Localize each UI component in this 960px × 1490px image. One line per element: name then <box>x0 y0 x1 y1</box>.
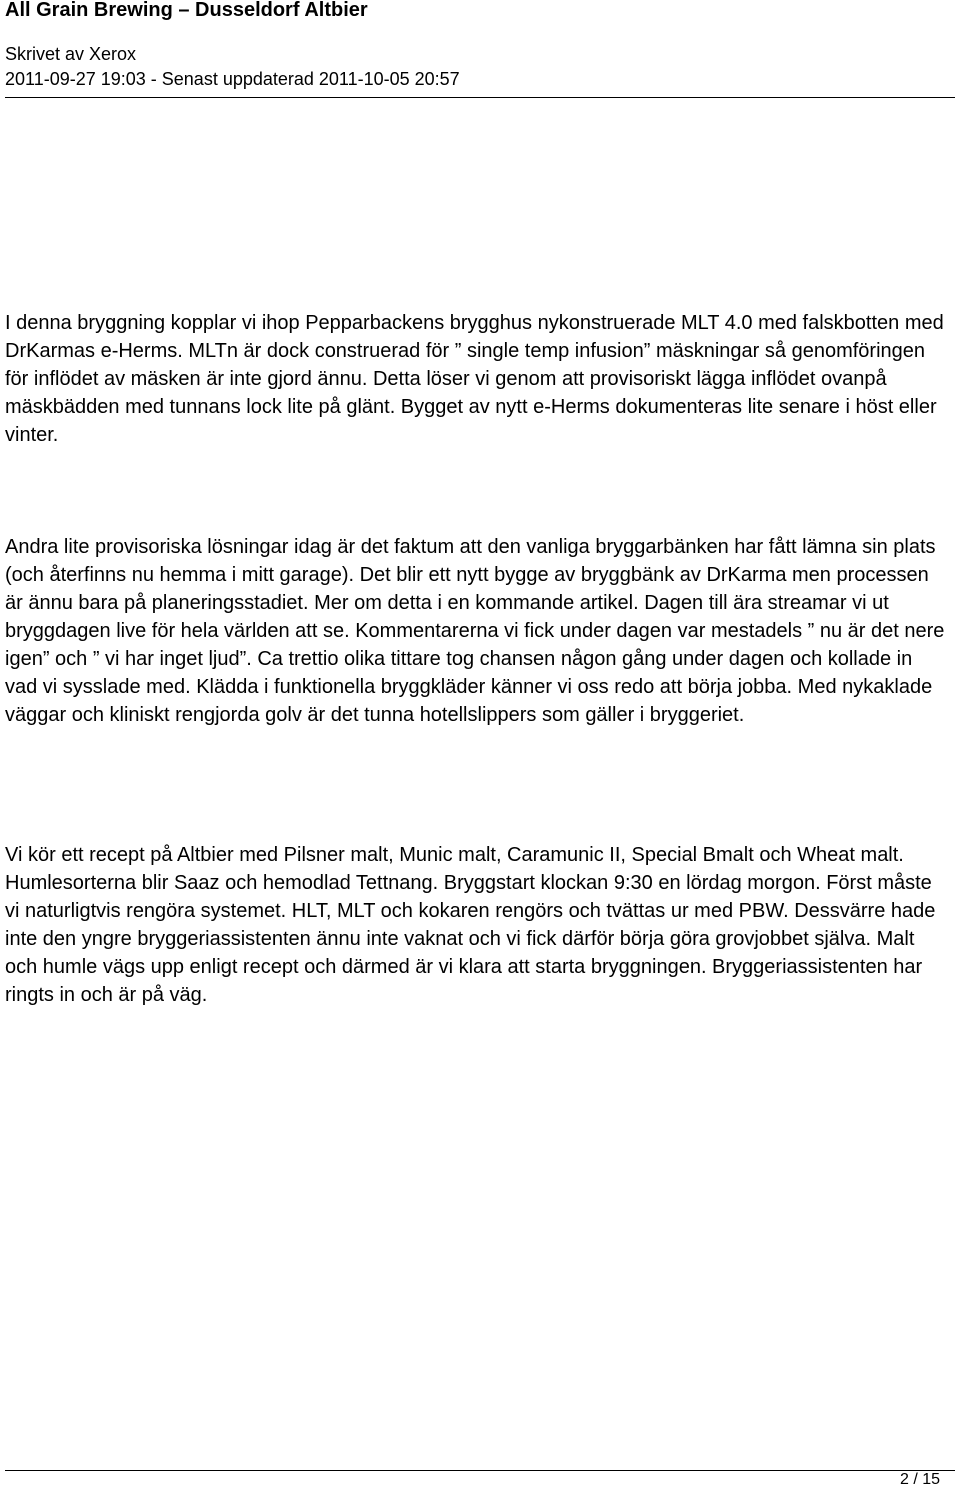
body-paragraph: Andra lite provisoriska lösningar idag är det faktum att den vanliga bryggarbänken har fått lämna sin plats (och återfinns nu hemma i mitt garage). Det blir ett nytt bygge av bryggbänk av DrKarma men processen är ännu bara på planeringsstadiet. Mer om detta i en kommande artikel. Dagen till ära streamar vi ut bryggdagen live för hela världen att se. Kommentarerna vi fick under dagen var mestadels ” nu är det nere igen” och ” vi har inget ljud”. Ca trettio olika tittare tog chansen någon gång under dagen och kollade in vad vi sysslade med. Klädda i funktionella bryggkläder känner vi oss redo att börja jobba. Med nykaklade väggar och kliniskt rengjorda golv är det tunna hotellslippers som gäller i bryggeriet. <box>5 536 945 726</box>
date-line: 2011-09-27 19:03 - Senast uppdaterad 2011-10-05 20:57 <box>5 69 460 89</box>
document-title: All Grain Brewing – Dusseldorf Altbier <box>5 0 368 21</box>
header-divider <box>5 97 955 98</box>
page-number: 2 / 15 <box>899 1471 940 1488</box>
body-paragraph: I denna bryggning kopplar vi ihop Pepparbackens brygghus nykonstruerade MLT 4.0 med falskbotten med DrKarmas e-Herms. MLTn är dock construerad för ” single temp infusion” mäskningar så genomföringen för inflödet av mäsken är inte gjord ännu. Detta löser vi genom att provisoriskt lägga inflödet ovanpå mäskbädden med tunnans lock lite på glänt. Bygget av nytt e-Herms dokumenteras lite senare i höst eller vinter. <box>5 312 944 446</box>
body-paragraph: Vi kör ett recept på Altbier med Pilsner malt, Munic malt, Caramunic II, Special Bmalt och Wheat malt. Humlesorterna blir Saaz och hemodlad Tettnang. Bryggstart klockan 9:30 en lördag morgon. Först måste vi naturligtvis rengöra systemet. HLT, MLT och kokaren rengörs och tvättas ur med PBW. Dessvärre hade inte den yngre bryggeriassistenten ännu inte vaknat och vi fick därför börja göra grovjobbet själva. Malt och humle vägs upp enligt recept och därmed är vi klara att starta bryggningen. Bryggeriassistenten har ringts in och är på väg. <box>5 844 936 1006</box>
footer-divider <box>5 1470 955 1471</box>
author-line: Skrivet av Xerox <box>5 44 137 64</box>
